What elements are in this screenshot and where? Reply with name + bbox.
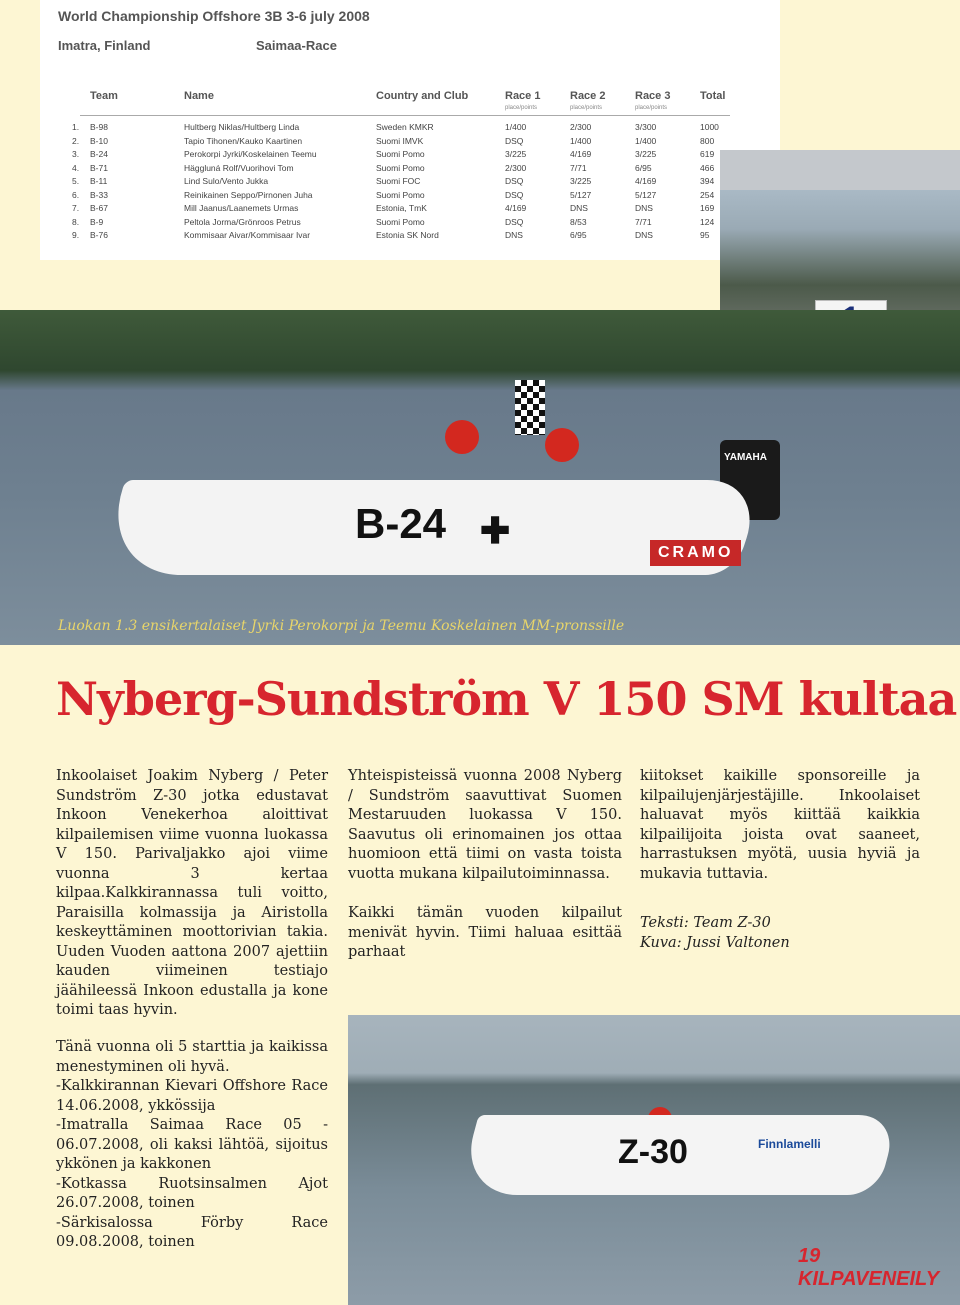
cell-rank: 9. bbox=[72, 230, 80, 240]
cell-team: B-67 bbox=[90, 203, 108, 213]
cell-team: B-10 bbox=[90, 135, 108, 146]
cell-race2: 6/95 bbox=[570, 230, 587, 240]
cell-race2: 7/71 bbox=[570, 162, 587, 173]
sponsor-decal: Finnlamelli bbox=[758, 1137, 821, 1151]
cell-name: Häggluná Rolf/Vuorihovi Tom bbox=[184, 162, 294, 173]
cell-race1: DSQ bbox=[505, 189, 524, 200]
cell-rank: 4. bbox=[72, 162, 80, 173]
paragraph: Inkoolaiset Joakim Nyberg / Peter Sundström Z-30 jotka edustavat Inkoon Venekerhoa aloittivat kilpailemisen viime vuonna luokassa V 150. Parivaljakko ajoi viime vuonna 3 kertaa kilpaa.Kalkkirannassa tuli voitto, Paraisilla kolmassija ja Airistolla keskeyttäminen moottorivian takia. Uuden Vuoden aattona 2007 ajettiin kauden viimeinen testiajo jäähileessä Inkoon edustalla ja kone toimi taas hyvin. bbox=[56, 768, 328, 1018]
finnish-flag-cross: ✚ bbox=[480, 510, 511, 551]
cell-race1: DNS bbox=[505, 230, 523, 240]
cell-name: Perokorpi Jyrki/Koskelainen Teemu bbox=[184, 149, 317, 159]
cell-race2: 3/225 bbox=[570, 176, 592, 186]
cell-total: 619 bbox=[700, 149, 715, 159]
cell-club: Suomi Pomo bbox=[376, 149, 425, 159]
cell-total: 466 bbox=[700, 162, 715, 173]
cell-race2: DNS bbox=[570, 203, 588, 213]
motor-brand: YAMAHA bbox=[724, 452, 767, 463]
cell-race3: 7/71 bbox=[635, 216, 652, 227]
header-rule bbox=[80, 115, 730, 116]
cell-club: Estonia, TmK bbox=[376, 203, 427, 213]
column-header: Race 1 bbox=[505, 90, 541, 102]
helmet-icon bbox=[545, 428, 579, 462]
cell-race2: 1/400 bbox=[570, 135, 592, 146]
sponsor-decal: CRAMO bbox=[650, 540, 741, 566]
cell-total: 124 bbox=[700, 216, 715, 227]
cell-club: Estonia SK Nord bbox=[376, 230, 439, 240]
cell-name: Peltola Jorma/Grönroos Petrus bbox=[184, 216, 301, 227]
cell-rank: 2. bbox=[72, 135, 80, 146]
column-subheader: place/points bbox=[570, 105, 603, 111]
cell-team: B-33 bbox=[90, 189, 108, 200]
paragraph: Yhteispisteissä vuonna 2008 Nyberg / Sundström saavuttivat Suomen Mestaruuden luokassa V 150. Saavutus oli erinomainen jos ottaa huomioon että tiimi on vasta toista vuotta mukana kilpailutoiminnassa. bbox=[348, 768, 622, 882]
cell-name: Kommisaar Aivar/Kommisaar Ivar bbox=[184, 230, 311, 240]
checkered-flag-icon bbox=[515, 380, 545, 435]
column-header: Name bbox=[184, 90, 214, 102]
results-table-image bbox=[40, 0, 780, 260]
cell-race3: DNS bbox=[635, 230, 653, 240]
boat-number: B-24 bbox=[355, 500, 447, 547]
article-column-1 bbox=[56, 767, 328, 1021]
cell-club: Suomi Pomo bbox=[376, 216, 425, 227]
cell-race3: 4/169 bbox=[635, 176, 657, 186]
cell-race3: 3/225 bbox=[635, 149, 657, 159]
column-header: Race 2 bbox=[570, 90, 606, 102]
article-column-2 bbox=[348, 767, 622, 963]
cell-total: 95 bbox=[700, 230, 710, 240]
cell-club: Sweden KMKR bbox=[376, 122, 434, 132]
cell-total: 800 bbox=[700, 135, 715, 146]
cell-race1: DSQ bbox=[505, 216, 524, 227]
results-location: Imatra, Finland bbox=[58, 38, 151, 53]
cell-total: 1000 bbox=[700, 122, 719, 132]
results-title: World Championship Offshore 3B 3-6 july 2008 bbox=[58, 8, 370, 24]
column-header: Team bbox=[90, 90, 118, 102]
list-item: -Kotkassa Ruotsinsalmen Ajot 26.07.2008, toinen bbox=[56, 1175, 328, 1211]
cell-race3: DNS bbox=[635, 203, 653, 213]
cell-name: Tapio Tihonen/Kauko Kaartinen bbox=[184, 135, 303, 146]
photo-credit: Kuva: Jussi Valtonen bbox=[640, 934, 790, 951]
list-item: -Imatralla Saimaa Race 05 - 06.07.2008, oli kaksi lähtöä, sijoitus ykkönen ja kakkonen bbox=[56, 1117, 328, 1172]
cell-race2: 4/169 bbox=[570, 149, 592, 159]
cell-race1: 4/169 bbox=[505, 203, 527, 213]
cell-club: Suomi IMVK bbox=[376, 135, 424, 146]
column-subheader: place/points bbox=[635, 105, 668, 111]
list-item: -Särkisalossa Förby Race 09.08.2008, toinen bbox=[56, 1214, 328, 1250]
cell-name: Reinikainen Seppo/Pirnonen Juha bbox=[184, 189, 313, 200]
cell-total: 254 bbox=[700, 189, 715, 200]
cell-name: Mill Jaanus/Laanemets Urmas bbox=[184, 203, 299, 213]
results-race-name: Saimaa-Race bbox=[256, 38, 337, 53]
list-item: -Kalkkirannan Kievari Offshore Race 14.06.2008, ykkössija bbox=[56, 1078, 328, 1114]
cell-team: B-9 bbox=[90, 216, 104, 227]
cell-rank: 7. bbox=[72, 203, 80, 213]
cell-rank: 6. bbox=[72, 189, 80, 200]
paragraph: Kaikki tämän vuoden kilpailut menivät hyvin. Tiimi haluaa esittää parhaat bbox=[348, 905, 622, 960]
cell-name: Hultberg Niklas/Hultberg Linda bbox=[184, 122, 300, 132]
table-row bbox=[40, 230, 780, 245]
column-header: Country and Club bbox=[376, 90, 469, 102]
helmet-icon bbox=[445, 420, 479, 454]
cell-race1: 2/300 bbox=[505, 162, 527, 173]
cell-race1: 3/225 bbox=[505, 149, 527, 159]
cell-total: 169 bbox=[700, 203, 715, 213]
boat-number: Z-30 bbox=[618, 1133, 688, 1171]
cell-race2: 8/53 bbox=[570, 216, 587, 227]
page-number: 19 KILPAVENEILY bbox=[798, 1245, 940, 1290]
cell-race1: 1/400 bbox=[505, 122, 527, 132]
cell-race3: 1/400 bbox=[635, 135, 657, 146]
cell-rank: 3. bbox=[72, 149, 80, 159]
cell-club: Suomi Pomo bbox=[376, 162, 425, 173]
cell-race2: 5/127 bbox=[570, 189, 592, 200]
cell-club: Suomi Pomo bbox=[376, 189, 425, 200]
cell-club: Suomi FOC bbox=[376, 176, 421, 186]
race-list bbox=[56, 1038, 328, 1253]
cell-team: B-98 bbox=[90, 122, 108, 132]
column-subheader: place/points bbox=[505, 105, 538, 111]
cell-team: B-24 bbox=[90, 149, 108, 159]
list-item: Tänä vuonna oli 5 starttia ja kaikissa menestyminen oli hyvä. bbox=[56, 1039, 328, 1075]
article-column-3 bbox=[640, 767, 920, 953]
cell-team: B-71 bbox=[90, 162, 108, 173]
cell-race3: 5/127 bbox=[635, 189, 657, 200]
cell-race2: 2/300 bbox=[570, 122, 592, 132]
photo-caption: Luokan 1.3 ensikertalaiset Jyrki Perokorpi ja Teemu Koskelainen MM-pronssille bbox=[58, 618, 625, 634]
boat-photo-b24 bbox=[0, 310, 960, 645]
column-header: Race 3 bbox=[635, 90, 671, 102]
cell-race1: DSQ bbox=[505, 135, 524, 146]
column-header: Total bbox=[700, 90, 726, 102]
cell-rank: 8. bbox=[72, 216, 80, 227]
podium-backdrop bbox=[720, 150, 960, 190]
cell-name: Lind Sulo/Vento Jukka bbox=[184, 176, 269, 186]
text-credit: Teksti: Team Z-30 bbox=[640, 915, 771, 931]
cell-total: 394 bbox=[700, 176, 715, 186]
cell-race1: DSQ bbox=[505, 176, 524, 186]
cell-team: B-76 bbox=[90, 230, 108, 240]
cell-race3: 3/300 bbox=[635, 122, 657, 132]
paragraph: kiitokset kaikille sponsoreille ja kilpailujenjärjestäjille. Inkoolaiset haluavat myös kiittää kaikkia kilpailijoita joista ovat saaneet, harrastuksen myötä, uusia hyviä ja mukavia tuttavia. bbox=[640, 768, 920, 882]
cell-rank: 1. bbox=[72, 122, 80, 132]
cell-team: B-11 bbox=[90, 176, 108, 186]
cell-rank: 5. bbox=[72, 176, 80, 186]
article-title: Nyberg-Sundström V 150 SM kultaa bbox=[56, 672, 957, 726]
cell-race3: 6/95 bbox=[635, 162, 652, 173]
